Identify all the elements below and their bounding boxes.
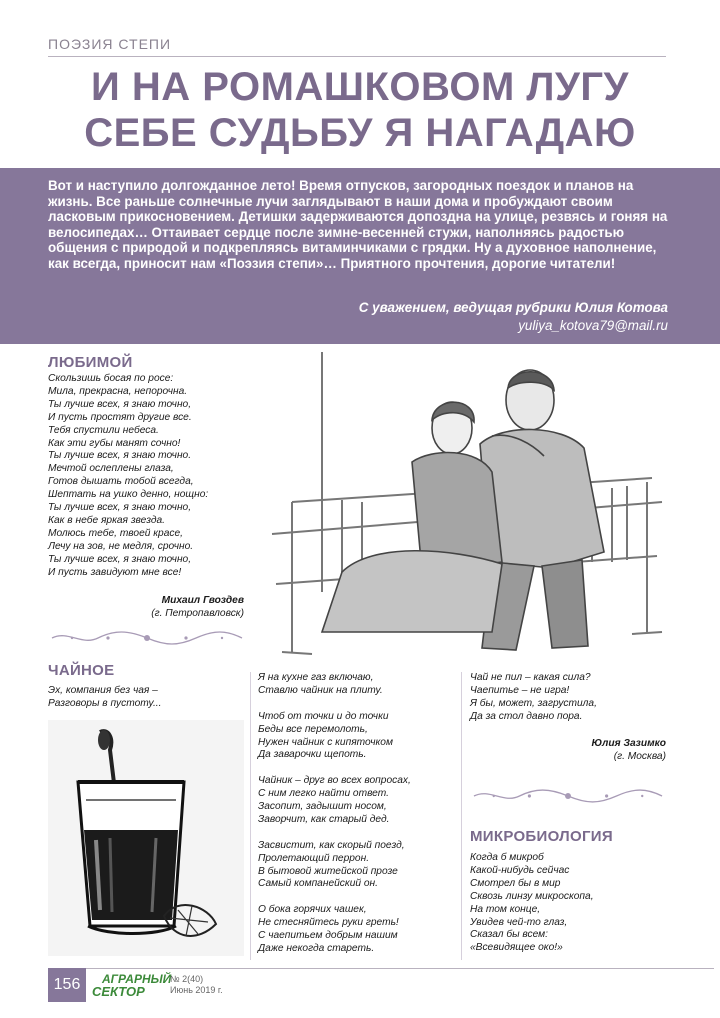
column-divider [461, 672, 462, 960]
poem-line: В бытовой житейской прозе [258, 865, 398, 877]
poem-line: Ты лучше всех, я знаю точно. [48, 450, 192, 462]
section-divider [48, 56, 666, 57]
poem-author: Михаил Гвоздев [161, 595, 244, 606]
poem-line: Ты лучше всех, я знаю точно, [48, 553, 192, 565]
poem-line: Беды все перемолоть, [258, 723, 368, 735]
poem-line: Чай не пил – какая сила? [470, 672, 591, 683]
poem-author: Юлия Зазимко [591, 738, 666, 749]
issue-date: Июнь 2019 г. [170, 985, 223, 995]
stanza-gap [258, 891, 456, 904]
poem-title-chaynoe: ЧАЙНОЕ [48, 662, 115, 679]
poem-body-mikrobiologiya [470, 852, 666, 955]
poem-line: Чаепитье – не игра! [470, 684, 570, 696]
column-divider [250, 672, 251, 960]
poem-line: С ним легко найти ответ. [258, 788, 389, 800]
couple-illustration [252, 352, 672, 662]
poem-line: «Всевидящее око!» [470, 942, 563, 954]
stanza-gap [258, 827, 456, 840]
poem-line: Да за стол давно пора. [470, 710, 583, 722]
poem-line: Самый компанейский он. [258, 878, 378, 890]
page-title-line-1: И НА РОМАШКОВОМ ЛУГУ [91, 65, 629, 109]
poem-line: Тебя спустили небеса. [48, 424, 159, 436]
ornament-divider [470, 788, 666, 804]
poem-title-lyubimoy: ЛЮБИМОЙ [48, 354, 133, 371]
footer-divider [48, 968, 714, 969]
poem-line: Чайник – друг во всех вопросах, [258, 775, 411, 787]
poem-line: Я бы, может, загрустила, [470, 697, 597, 709]
ornament-divider [48, 630, 246, 646]
poem-line: Даже некогда стареть. [258, 942, 375, 954]
poem-line: Ставлю чайник на плиту. [258, 684, 383, 696]
intro-signature: С уважением, ведущая рубрики Юлия Котова [358, 300, 668, 315]
poem-line: Готов дышать тобой всегда, [48, 476, 194, 488]
poem-line: Засвистит, как скорый поезд, [258, 839, 405, 851]
intro-text: Вот и наступило долгожданное лето! Время отпусков, загородных поездок и планов на жизнь. Все раньше солнечные лучи заглядывают в наши дома и пробуждают своим ласковым прикосновением. Детишки задерживаются допоздна на улице, резвясь и гоняя на велосипедах… Оттаивает сердце после зимне-весенней стужи, наполняясь радостью общения с природой и подкрепляясь витаминчиками с грядки. Ну а духовное наполнение, как всегда, приносит нам «Поэзия степи»… Приятного прочтения, дорогие читатели! [48, 178, 668, 271]
stanza-gap [258, 698, 456, 711]
poem-line: Смотрел бы в мир [470, 877, 561, 889]
poem-line: Увидев чей-то глаз, [470, 916, 568, 928]
poem-line: Не стесняйтесь руки греть! [258, 917, 399, 929]
poem-line: Скользишь босая по росе: [48, 373, 174, 384]
poem-line: И пусть завидуют мне все! [48, 566, 182, 578]
issue-info [170, 974, 223, 996]
poem-line: Когда б микроб [470, 852, 544, 863]
poem-line: На том конце, [470, 903, 541, 915]
poem-line: Ты лучше всех, я знаю точно, [48, 398, 192, 410]
poem-line: Сказал бы всем: [470, 929, 548, 941]
section-label: ПОЭЗИЯ СТЕПИ [48, 36, 172, 52]
page-title-line-2: СЕБЕ СУДЬБУ Я НАГАДАЮ [84, 111, 636, 155]
poem-line: Какой-нибудь сейчас [470, 864, 570, 876]
poem-author-city: (г. Москва) [613, 751, 666, 762]
poem-body-chaynoe-col3 [470, 672, 666, 724]
poem-line: Чтоб от точки и до точки [258, 710, 389, 722]
poem-line: С чаепитьем добрым нашим [258, 930, 398, 942]
poem-line: Разговоры в пустоту... [48, 697, 162, 709]
issue-number: № 2(40) [170, 974, 204, 984]
poem-line: Сквозь линзу микроскопа, [470, 890, 594, 902]
poem-line: Пролетающий перрон. [258, 852, 370, 864]
poem-title-mikrobiologiya: МИКРОБИОЛОГИЯ [470, 828, 613, 845]
poem-line: Мила, прекрасна, непорочна. [48, 385, 188, 397]
poem-line: Как эти губы манят сочно! [48, 437, 181, 449]
poem-author-city: (г. Петропавловск) [151, 608, 244, 619]
journal-logo-top: АГРАРНЫЙ [102, 972, 172, 986]
poem-line: Эх, компания без чая – [48, 685, 158, 696]
poem-line: Да заварочки щепоть. [258, 749, 367, 761]
tea-glass-illustration [48, 720, 244, 956]
poem-line: Мечтой ослеплены глаза, [48, 463, 174, 475]
journal-logo [92, 972, 172, 1002]
page-title [40, 64, 680, 156]
poem-line: И пусть простят другие все. [48, 411, 192, 423]
poem-line: О бока горячих чашек, [258, 904, 367, 916]
poem-line: Как в небе яркая звезда. [48, 514, 165, 526]
poem-body-lyubimoy [48, 373, 244, 580]
poem-line: Лечу на зов, не медля, срочно. [48, 540, 194, 552]
intro-email[interactable]: yuliya_kotova79@mail.ru [518, 318, 668, 333]
poem-body-chaynoe-col2 [258, 672, 456, 956]
poem-line: Заворчит, как старый дед. [258, 813, 390, 825]
poem-line: Молюсь тебе, твоей красе, [48, 527, 183, 539]
page-number: 156 [48, 968, 86, 1002]
stanza-gap [258, 762, 456, 775]
poem-line: Я на кухне газ включаю, [258, 672, 374, 683]
poem-line: Нужен чайник с кипяточком [258, 736, 393, 748]
journal-logo-bottom: СЕКТОР [92, 984, 145, 999]
poem-intro-chaynoe [48, 685, 244, 711]
poem-line: Шептать на ушко денно, нощно: [48, 489, 209, 501]
poem-line: Ты лучше всех, я знаю точно, [48, 502, 192, 514]
poem-line: Засопит, задышит носом, [258, 801, 387, 813]
